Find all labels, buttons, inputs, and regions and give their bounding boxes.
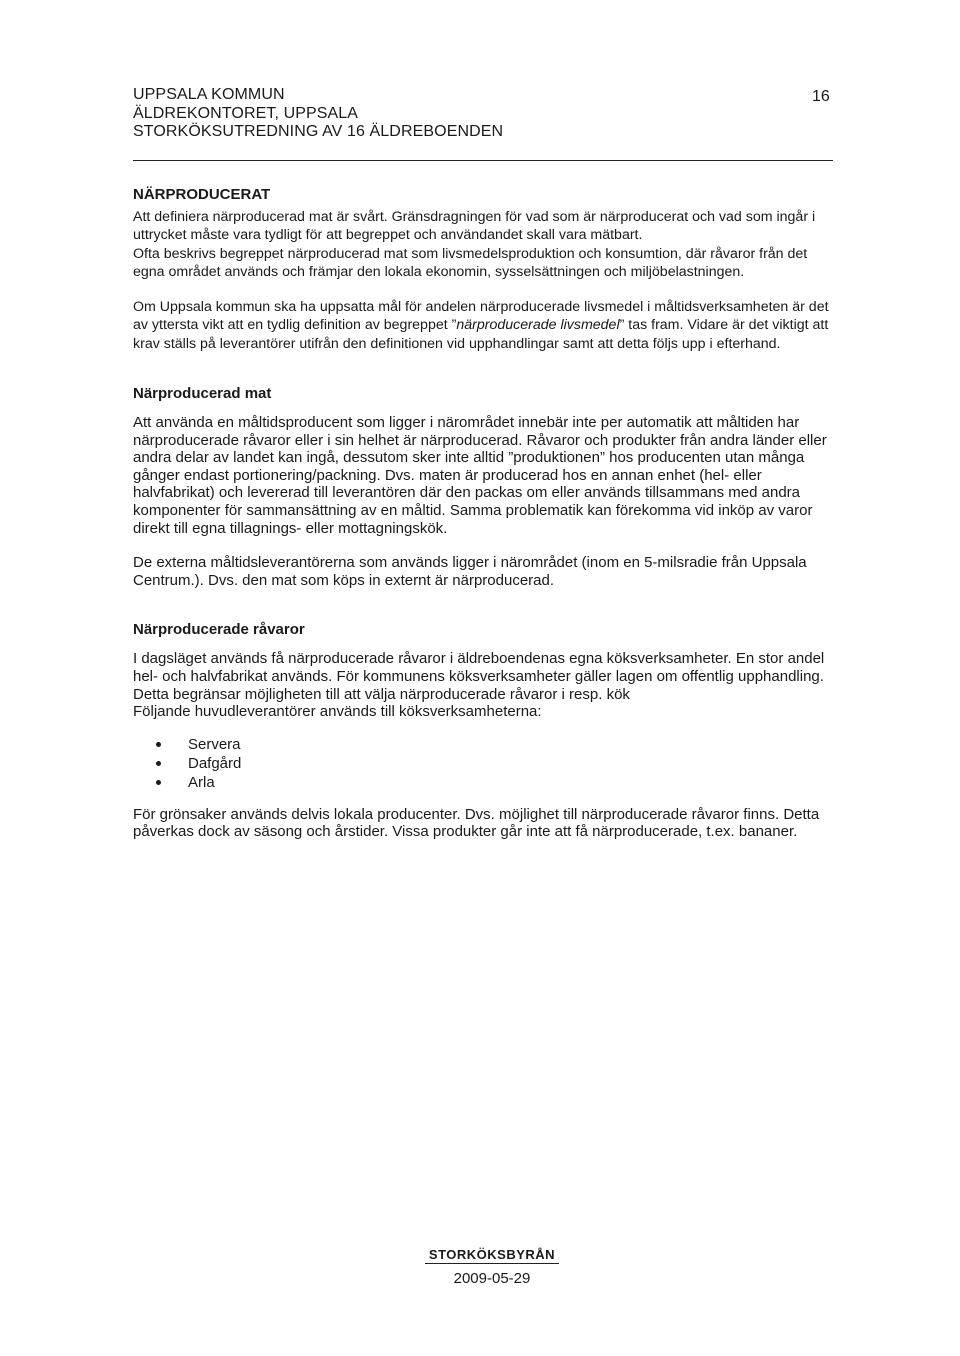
header-department: ÄLDREKONTORET, UPPSALA	[133, 104, 359, 122]
header-divider	[133, 160, 833, 161]
page-header	[133, 86, 833, 142]
header-report-title: STORKÖKSUTREDNING AV 16 ÄLDREBOENDEN	[133, 123, 504, 140]
paragraph: I dagsläget används få närproducerade råvaror i äldreboendenas egna köksverksamheter. En stor andel hel- och halvfabrikat används. För kommunens köksverksamheter gäller lagen om offentlig upphandling. Detta begränsar möjligheten till att välja närproducerade råvaror i resp. kök	[133, 650, 825, 703]
italic-term: närproducerade livsmedel	[456, 317, 620, 334]
list-item: Dafgård	[133, 754, 833, 773]
paragraph: Att använda en måltidsproducent som ligger i närområdet innebär inte per automatik att måltiden har närproducerade råvaror eller i sin helhet är närproducerad. Råvaror och produkter från andra länder eller andra delar av landet kan ingå, dessutom sker inte alltid ”produktionen” hos producenten utan många gånger endast portionering/packning. Dvs. maten är producerad hos en annan enhet (hel- eller halvfabrikat) och levererad till leverantören där den packas om eller används tillsammans med andra komponenter för sammansättning av en måltid. Samma problematik kan förekomma vid inköp av varor direkt till egna tillagnings- eller mottagningskök.	[133, 414, 827, 537]
list-item: Arla	[133, 773, 833, 792]
page-number: 16	[812, 88, 830, 105]
bullet-icon	[156, 780, 161, 785]
footer-stamp	[412, 1246, 572, 1287]
footer-date: 2009-05-29	[453, 1270, 531, 1287]
section-heading-narproducerad-mat: Närproducerad mat	[133, 385, 272, 403]
header-organization: UPPSALA KOMMUN	[133, 86, 285, 103]
stamp-company-name: STORKÖKSBYRÅN	[425, 1247, 559, 1264]
paragraph: Ofta beskrivs begreppet närproducerad mat som livsmedelsproduktion och konsumtion, där råvaror från det egna området används och främjar den lokala ekonomin, sysselsättningen och miljöbelastningen.	[133, 245, 808, 280]
paragraph: För grönsaker används delvis lokala producenter. Dvs. möjlighet till närproducerade råvaror finns. Detta påverkas dock av säsong och årstider. Vissa produkter går inte att få närproducerade, t.ex. bananer.	[133, 805, 820, 841]
list-item: Servera	[133, 735, 833, 754]
supplier-list	[133, 735, 833, 792]
paragraph: De externa måltidsleverantörerna som används ligger i närområdet (inom en 5-milsradie från Uppsala Centrum.). Dvs. den mat som köps in externt är närproducerad.	[133, 554, 807, 589]
paragraph: Om Uppsala kommun ska ha uppsatta mål för andelen närproducerade livsmedel i måltidsverksamheten är det av yttersta vikt att en tydlig definition av begreppet ”närproducerade livsmedel” tas fram. Vidare är det viktigt att krav ställs på leverantörer utifrån den definitionen vid upphandlingar samt att detta följs upp i efterhand.	[133, 299, 829, 352]
paragraph: Följande huvudleverantörer används till köksverksamheterna:	[133, 703, 542, 721]
paragraph: Att definiera närproducerad mat är svårt. Gränsdragningen för vad som är närproducerat och vad som ingår i uttrycket måste vara tydligt för att begreppet och användandet skall vara mätbart.	[133, 209, 816, 244]
bullet-icon	[156, 761, 161, 766]
section-heading-narproducerat: NÄRPRODUCERAT	[133, 186, 271, 203]
section-heading-narproducerade-ravaror: Närproducerade råvaror	[133, 621, 305, 639]
bullet-icon	[156, 742, 161, 747]
page-body	[133, 186, 833, 841]
